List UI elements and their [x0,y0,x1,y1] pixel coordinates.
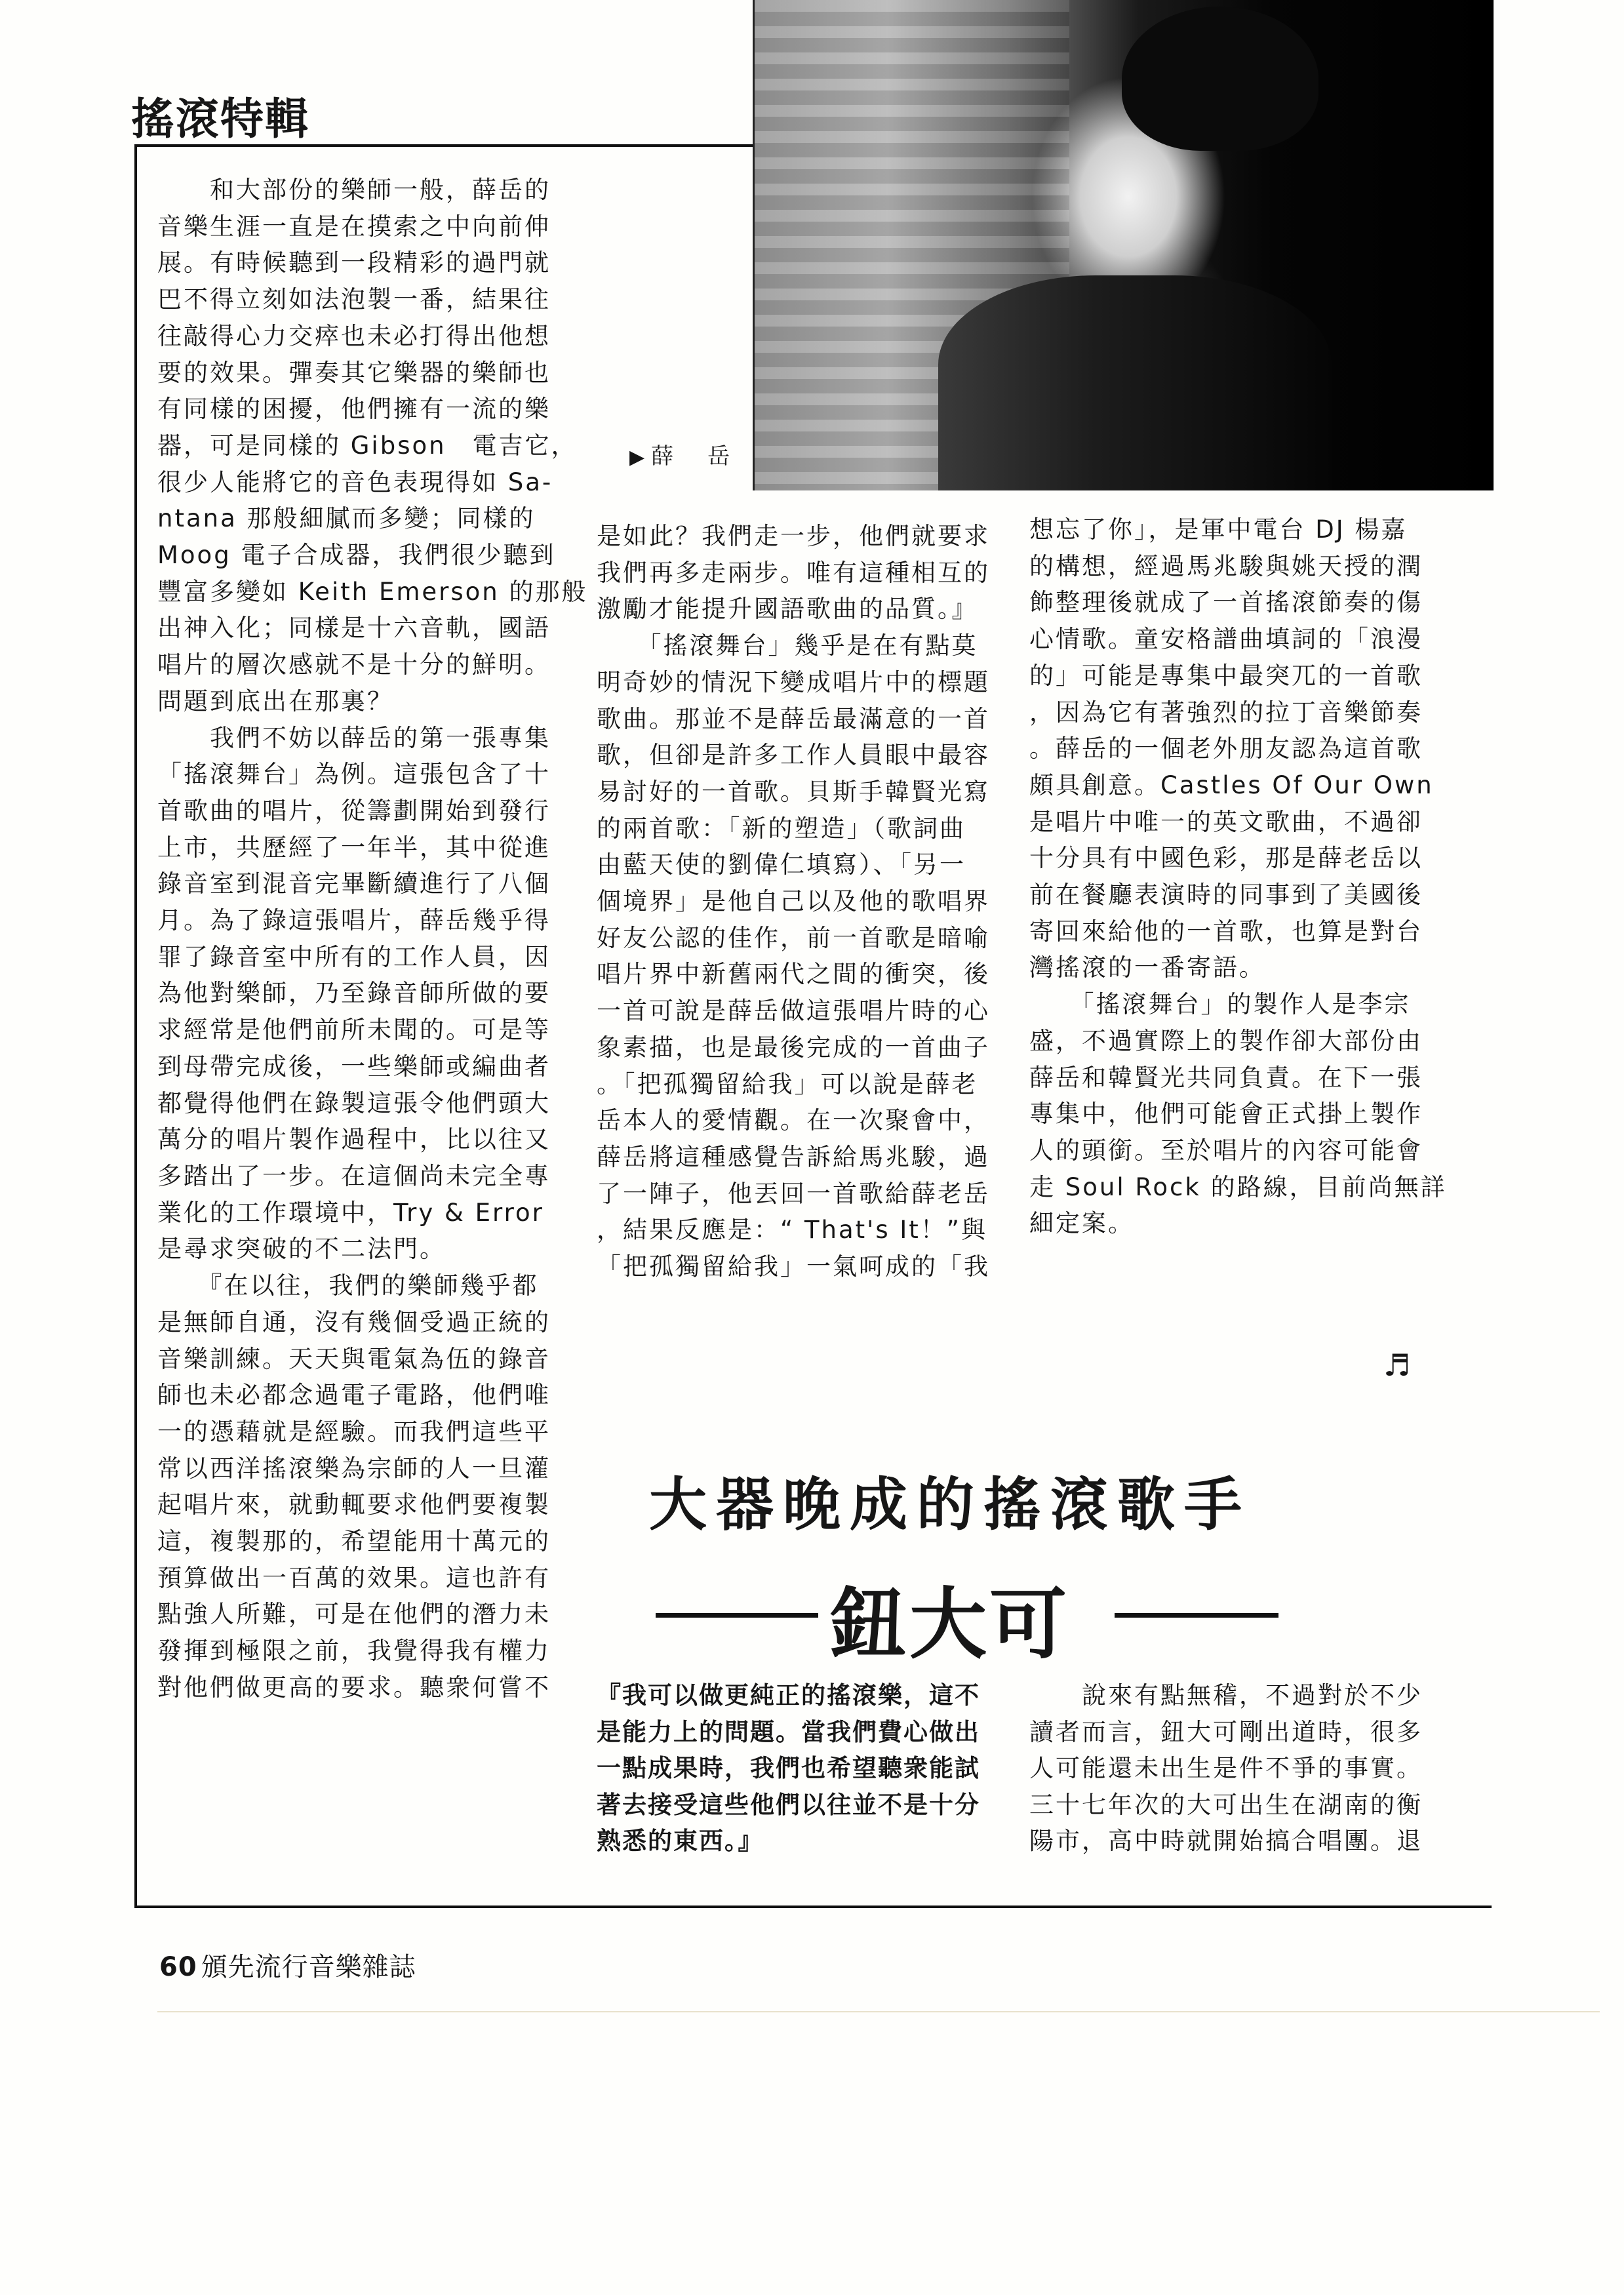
text-line: 業化的工作環境中，Try & Error [157,1198,544,1227]
text-line: 陽市，高中時就開始搞合唱團。退 [1029,1827,1423,1855]
text-line: 歌，但卻是許多工作人員眼中最容 [597,741,990,770]
text-line: 象素描，也是最後完成的一首曲子 [597,1033,990,1062]
text-line: 一首可說是薛岳做這張唱片時的心 [597,997,990,1026]
text-line: 岳本人的愛情觀。在一次聚會中， [597,1106,990,1135]
text-line: 點強人所難，可是在他們的潛力未 [157,1600,551,1629]
article2-subject-name-line [656,1574,1377,1669]
text-line: 是尋求突破的不二法門。 [157,1235,446,1264]
text-line: 十分具有中國色彩，那是薛老岳以 [1029,844,1423,873]
text-line: 前在餐廳表演時的同事到了美國後 [1029,881,1423,909]
text-line: 唱片界中新舊兩代之間的衝突，後 [597,960,990,989]
frame-top-border [136,144,753,147]
quote-line: 一點成果時，我們也希望聽衆能試 [597,1754,980,1782]
text-line: 上市，共歷經了一年半，其中從進 [157,833,551,862]
quote-line: 著去接受這些他們以往並不是十分 [597,1790,980,1819]
text-line: 萬分的唱片製作過程中，比以往又 [157,1125,551,1154]
frame-bottom-border [134,1906,1492,1908]
text-line: 薛岳和韓賢光共同負責。在下一張 [1029,1063,1423,1092]
text-line: 「把孤獨留給我」一氣呵成的「我 [597,1252,990,1281]
text-line: 首歌曲的唱片，從籌劃開始到發行 [157,796,551,825]
name-dash-right [1115,1613,1278,1618]
text-line: 往敲得心力交瘁也未必打得出他想 [157,321,551,350]
photo-subject-jacket [938,275,1332,490]
text-line: 「搖滾舞台」幾乎是在有點莫 [597,631,978,660]
name-dash-left [656,1613,818,1618]
text-line: 我們再多走兩步。唯有這種相互的 [597,558,990,587]
text-line: 到母帶完成後，一些樂師或編曲者 [157,1052,551,1081]
text-line: 常以西洋搖滾樂為宗師的人一旦灌 [157,1454,551,1483]
text-line: 都覺得他們在錄製這張令他們頭大 [157,1088,551,1117]
text-line: 唱片的層次感就不是十分的鮮明。 [157,650,551,679]
photo-subject-hair [1122,7,1318,151]
text-line: 專集中，他們可能會正式掛上製作 [1029,1100,1423,1128]
text-line: ntana 那般細膩而多變；同樣的 [157,504,536,533]
quote-line: 是能力上的問題。當我們費心做出 [597,1717,980,1746]
text-line: 人的頭銜。至於唱片的內容可能會 [1029,1136,1423,1165]
page-number: 60 [159,1952,197,1982]
text-line: 明奇妙的情況下變成唱片中的標題 [597,668,990,696]
caption-name-part1: 薛 [651,443,675,469]
text-line: 由藍天使的劉偉仁填寫）、「另一 [597,850,966,879]
article2-subject-name: 鈕大可 [829,1578,1070,1669]
text-line: 是唱片中唯一的英文歌曲，不過卻 [1029,807,1423,836]
article1-column1 [157,172,588,1706]
caption-name-part2: 岳 [707,443,732,469]
text-line: 我們不妨以薛岳的第一張專集 [157,723,551,752]
text-line: 「搖滾舞台」的製作人是李宗 [1029,990,1411,1019]
text-line: 個境界」是他自己以及他的歌唱界 [597,887,990,916]
text-line: 展。有時候聽到一段精彩的過門就 [157,249,551,277]
text-line: 豐富多變如 Keith Emerson 的那般 [157,577,588,606]
page-footer [159,1946,416,1984]
text-line: 發揮到極限之前，我覺得我有權力 [157,1637,551,1666]
text-line: 預算做出一百萬的效果。這也許有 [157,1563,551,1592]
text-line: 盛，不過實際上的製作卻大部份由 [1029,1026,1423,1055]
music-note-end-icon: ♬ [1383,1347,1411,1383]
article2-headline: 大器晚成的搖滾歌手 [649,1471,1252,1538]
text-line: 。「把孤獨留給我」可以說是薛老 [597,1069,978,1098]
text-line: Moog 電子合成器，我們很少聽到 [157,541,556,570]
text-line: 器，可是同樣的 Gibson 電吉它， [157,431,578,460]
article1-column3 [1029,511,1447,1242]
text-line: 很少人能將它的音色表現得如 Sa- [157,468,553,496]
text-line: ，因為它有著強烈的拉丁音樂節奏 [1029,698,1423,727]
text-line: 灣搖滾的一番寄語。 [1029,953,1265,982]
text-line: 薛岳將這種感覺告訴給馬兆駿，過 [597,1142,990,1171]
magazine-name: 頒先流行音樂雜誌 [201,1952,416,1982]
text-line: 有同樣的困擾，他們擁有一流的樂 [157,395,551,424]
text-line: 問題到底出在那裏？ [157,687,393,715]
text-line: 一的憑藉就是經驗。而我們這些平 [157,1417,551,1446]
artist-photo [753,0,1494,490]
text-line: 出神入化；同樣是十六音軌，國語 [157,614,551,643]
article1-column2 [597,518,990,1285]
text-line: 是如此？我們走一步，他們就要求 [597,522,990,550]
section-title: 搖滾特輯 [131,94,309,144]
text-line: 『在以往，我們的樂師幾乎都 [157,1271,539,1300]
text-line: 寄回來給他的一首歌，也算是對台 [1029,917,1423,946]
caption-arrow-icon: ▶ [629,446,646,469]
text-line: 「搖滾舞台」為例。這張包含了十 [157,760,551,789]
text-line: 激勵才能提升國語歌曲的品質。』 [597,595,978,624]
text-line: 頗具創意。Castles Of Our Own [1029,770,1434,799]
text-line: 是無師自通，沒有幾個受過正統的 [157,1307,551,1336]
article2-pull-quote [597,1677,980,1860]
text-line: 求經常是他們前所未聞的。可是等 [157,1016,551,1045]
text-line: 心情歌。童安格譜曲填詞的「浪漫 [1029,625,1423,654]
text-line: 音樂訓練。天天與電氣為伍的錄音 [157,1344,551,1373]
text-line: 想忘了你」，是軍中電台 DJ 楊嘉 [1029,515,1408,544]
text-line: 好友公認的佳作，前一首歌是暗喻 [597,923,990,952]
text-line: 多踏出了一步。在這個尚未完全專 [157,1161,551,1190]
text-line: 歌曲。那並不是薛岳最滿意的一首 [597,704,990,733]
text-line: 罪了錄音室中所有的工作人員，因 [157,942,551,971]
text-line: 。薛岳的一個老外朋友認為這首歌 [1029,734,1423,763]
text-line: 巴不得立刻如法泡製一番，結果往 [157,285,551,314]
quote-line: 熟悉的東西。』 [597,1827,764,1855]
text-line: 說來有點無稽，不過對於不少 [1029,1681,1423,1709]
text-line: 起唱片來，就動輒要求他們要複製 [157,1490,551,1519]
text-line: 人可能還未出生是件不爭的事實。 [1029,1754,1423,1782]
frame-left-border [134,144,137,1908]
text-line: 細定案。 [1029,1209,1134,1238]
text-line: 要的效果。彈奏其它樂器的樂師也 [157,358,551,387]
text-line: 三十七年次的大可出生在湖南的衡 [1029,1790,1423,1819]
text-line: 音樂生涯一直是在摸索之中向前伸 [157,212,551,241]
quote-line: 『我可以做更純正的搖滾樂，這不 [597,1681,980,1709]
text-line: 錄音室到混音完畢斷續進行了八個 [157,869,551,898]
text-line: 和大部份的樂師一般，薛岳的 [157,176,551,204]
photo-caption [629,438,731,470]
text-line: 對他們做更高的要求。聽衆何嘗不 [157,1673,551,1702]
text-line: 易討好的一首歌。貝斯手韓賢光寫 [597,777,990,806]
text-line: 走 Soul Rock 的路線，目前尚無詳 [1029,1172,1447,1201]
text-line: ，結果反應是：“ That's It！”與 [597,1216,987,1245]
scan-edge-line [157,2011,1600,2012]
text-line: 了一陣子，他丟回一首歌給薛老岳 [597,1179,990,1208]
text-line: 讀者而言，鈕大可剛出道時，很多 [1029,1717,1423,1746]
text-line: 的兩首歌：「新的塑造」（歌詞曲 [597,814,966,843]
text-line: 月。為了錄這張唱片，薛岳幾乎得 [157,906,551,935]
text-line: 這，複製那的，希望能用十萬元的 [157,1527,551,1556]
text-line: 師也未必都念過電子電路，他們唯 [157,1381,551,1410]
article2-body [1029,1677,1423,1860]
text-line: 為他對樂師，乃至錄音師所做的要 [157,979,551,1008]
text-line: 飾整理後就成了一首搖滾節奏的傷 [1029,588,1423,617]
text-line: 的」可能是專集中最突兀的一首歌 [1029,661,1423,690]
text-line: 的構想，經過馬兆駿與姚天授的潤 [1029,551,1423,580]
